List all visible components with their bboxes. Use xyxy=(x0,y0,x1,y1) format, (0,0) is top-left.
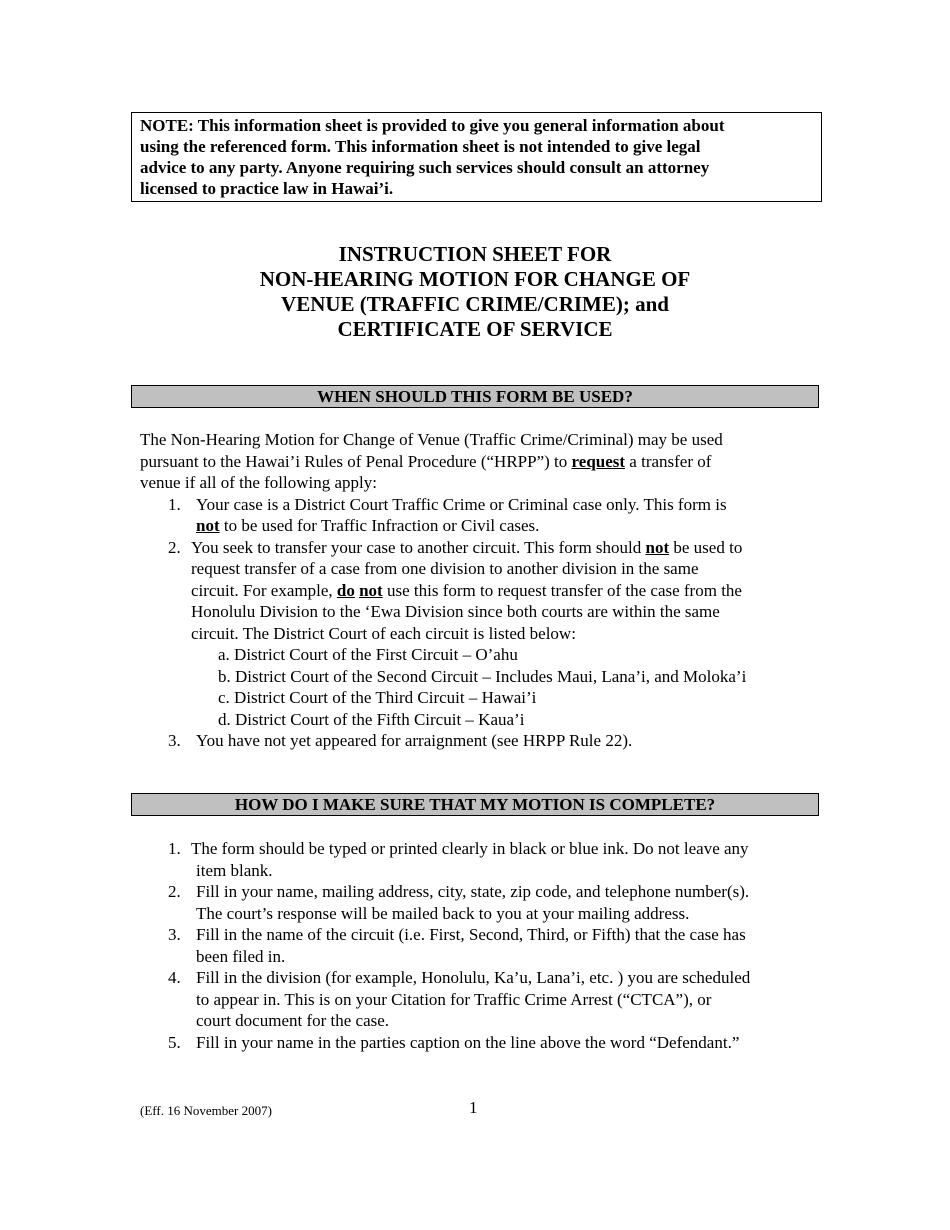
list-item-continuation: circuit. For example, do not use this form to request transfer of the case from the xyxy=(191,580,742,600)
list-item-continuation: Honolulu Division to the ‘Ewa Division since both courts are within the same xyxy=(191,602,720,621)
note-line: using the referenced form. This information sheet is not intended to give legal xyxy=(140,137,701,156)
circuit-list-item: a. District Court of the First Circuit – O’ahu xyxy=(218,645,518,664)
intro-line: pursuant to the Hawai’i Rules of Penal Procedure (“HRPP”) to request a transfer of xyxy=(140,451,712,471)
list-item-continuation: to appear in. This is on your Citation for Traffic Crime Arrest (“CTCA”), or xyxy=(196,989,712,1009)
circuit-list-item: b. District Court of the Second Circuit – Includes Maui, Lana’i, and Moloka’i xyxy=(218,666,747,686)
list-item: 5. Fill in your name in the parties caption on the line above the word “Defendant.” xyxy=(168,1032,740,1052)
list-item: 3. Fill in the name of the circuit (i.e. First, Second, Third, or Fifth) that the case has xyxy=(168,925,746,944)
title-line: INSTRUCTION SHEET FOR xyxy=(338,242,612,266)
note-line: NOTE: This information sheet is provided to give you general information about xyxy=(140,116,725,135)
list-item: 4. Fill in the division (for example, Honolulu, Ka’u, Lana’i, etc. ) you are scheduled xyxy=(168,968,751,987)
emphasis-request: request xyxy=(571,451,626,471)
section-when-used-body xyxy=(140,429,820,752)
list-item-continuation: request transfer of a case from one division to another division in the same xyxy=(191,559,699,578)
list-item: 1. The form should be typed or printed clearly in black or blue ink. Do not leave any xyxy=(168,839,749,858)
list-item: 2. Fill in your name, mailing address, city, state, zip code, and telephone number(s). xyxy=(168,882,750,901)
section-motion-complete-body xyxy=(140,838,820,1053)
list-item: 1. Your case is a District Court Traffic Crime or Criminal case only. This form is xyxy=(168,494,727,514)
document-title xyxy=(131,242,819,342)
page-number: 1 xyxy=(469,1098,478,1117)
list-item-continuation: circuit. The District Court of each circuit is listed below: xyxy=(191,623,576,643)
list-item-continuation: The court’s response will be mailed back to you at your mailing address. xyxy=(196,903,690,923)
title-line: NON-HEARING MOTION FOR CHANGE OF xyxy=(259,267,691,291)
circuit-list-item: c. District Court of the Third Circuit – Hawai’i xyxy=(218,688,537,707)
list-item: 3. You have not yet appeared for arraignment (see HRPP Rule 22). xyxy=(168,731,633,750)
title-line: VENUE (TRAFFIC CRIME/CRIME); and xyxy=(281,292,669,316)
list-item-continuation: court document for the case. xyxy=(196,1011,390,1030)
circuit-list-item: d. District Court of the Fifth Circuit – Kaua’i xyxy=(218,709,525,729)
section-heading-motion-complete: HOW DO I MAKE SURE THAT MY MOTION IS COMPLETE? xyxy=(131,793,819,816)
list-item: 2. You seek to transfer your case to another circuit. This form should not be used to xyxy=(168,537,743,557)
note-line: licensed to practice law in Hawai’i. xyxy=(140,179,394,198)
note-line: advice to any party. Anyone requiring such services should consult an attorney xyxy=(140,158,710,177)
list-item-continuation: been filed in. xyxy=(196,946,286,966)
intro-line: venue if all of the following apply: xyxy=(140,473,377,492)
list-item-continuation: item blank. xyxy=(196,860,273,880)
intro-line: The Non-Hearing Motion for Change of Venue (Traffic Crime/Criminal) may be used xyxy=(140,430,723,449)
title-line: CERTIFICATE OF SERVICE xyxy=(337,317,613,341)
section-heading-when-used: WHEN SHOULD THIS FORM BE USED? xyxy=(131,385,819,408)
effective-date: (Eff. 16 November 2007) xyxy=(140,1103,272,1118)
list-item-continuation: not to be used for Traffic Infraction or Civil cases. xyxy=(196,516,540,535)
disclaimer-note-box xyxy=(131,112,822,202)
